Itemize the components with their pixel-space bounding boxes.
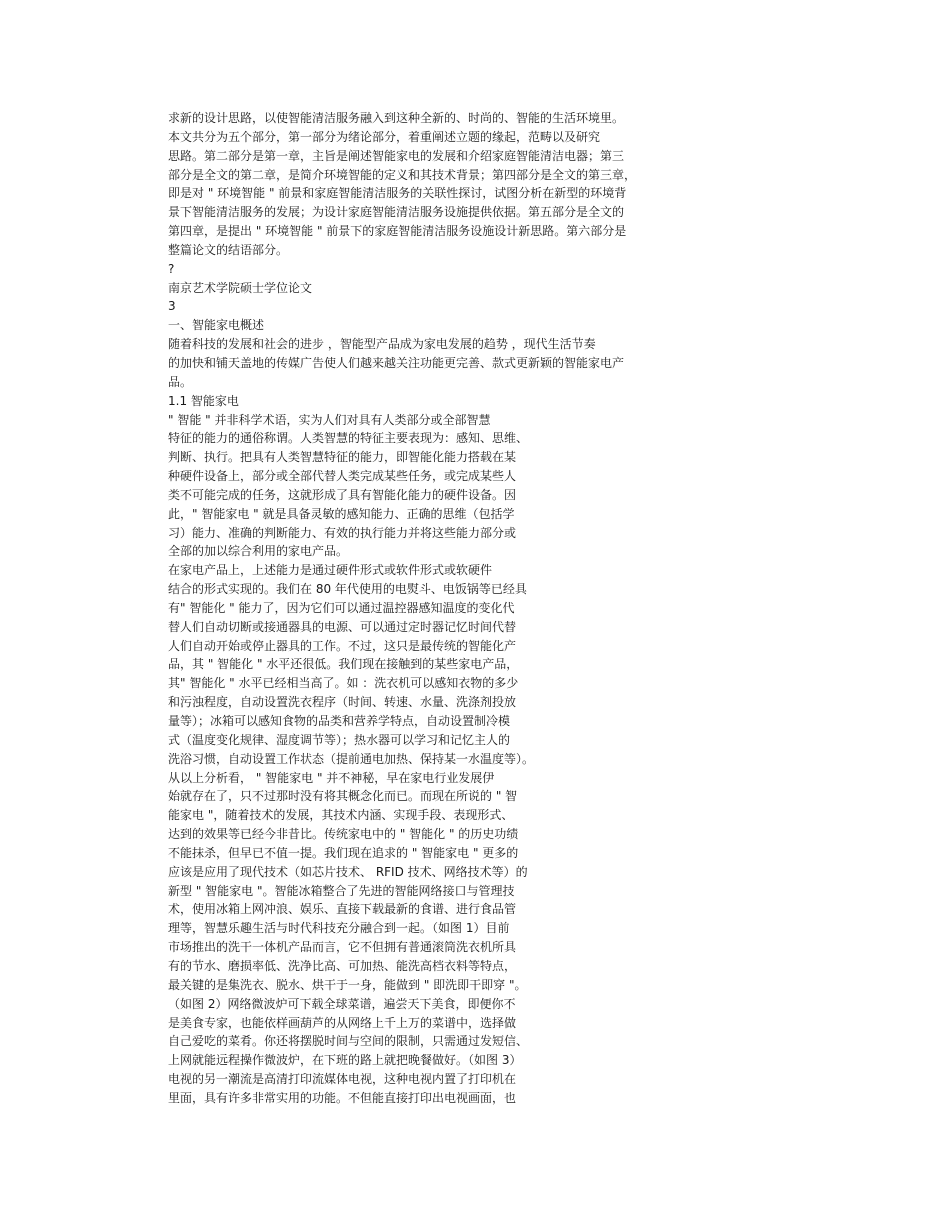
text-line: 的加快和铺天盖地的传媒广告使人们越来越关注功能更完善、款式更新颖的智能家电产 — [168, 355, 625, 370]
text-line: 和污浊程度，自动设置洗衣程序（时间、转速、水量、洗涤剂投放 — [168, 695, 517, 710]
text-line: 南京艺术学院硕士学位论文 — [168, 280, 313, 295]
text-line: 判断、执行。把具有人类智慧特征的能力，即智能化能力搭载在某 — [168, 450, 517, 465]
text-line: 全部的加以综合利用的家电产品。 — [168, 544, 349, 559]
text-line: 本文共分为五个部分，第一部分为绪论部分，着重阐述立题的缘起，范畴以及研究 — [168, 129, 601, 144]
text-line: 部分是全文的第二章，是简介环境智能的定义和其技术背景；第四部分是全文的第三章， — [168, 167, 637, 182]
text-line: 思路。第二部分是第一章，主旨是阐述智能家电的发展和介绍家庭智能清洁电器；第三 — [168, 148, 625, 163]
text-line: 此，" 智能家电 " 就是具备灵敏的感知能力、正确的思维（包括学 — [168, 506, 515, 521]
text-line: 能家电 "，随着技术的发展，其技术内涵、实现手段、表现形式、 — [168, 808, 514, 823]
text-line: 随着科技的发展和社会的进步 ，智能型产品成为家电发展的趋势 ，现代生活节奏 — [168, 337, 596, 352]
text-line: 不能抹杀，但早已不值一提。我们现在追求的 " 智能家电 " 更多的 — [168, 845, 519, 860]
text-line: 习）能力、准确的判断能力、有效的执行能力并将这些能力部分或 — [168, 525, 517, 540]
text-line: 理等，智慧乐趣生活与时代科技充分融合到一起。（如图 1）目前 — [168, 921, 510, 936]
body-text — [168, 109, 668, 1108]
text-line: 最关键的是集洗衣、脱水、烘干于一身，能做到 " 即洗即干即穿 "。 — [168, 977, 527, 992]
text-line: 始就存在了，只不过那时没有将其概念化而已。而现在所说的 " 智 — [168, 789, 518, 804]
text-line: 从以上分析看， " 智能家电 " 并不神秘，早在家电行业发展伊 — [168, 770, 495, 785]
text-line: 是美食专家，也能依样画葫芦的从网络上千上万的菜谱中，选择做 — [168, 1015, 517, 1030]
text-line: 电视的另一潮流是高清打印流媒体电视，这种电视内置了打印机在 — [168, 1072, 517, 1087]
text-line: 术，使用冰箱上网冲浪、娱乐、直接下载最新的食谱、进行食品管 — [168, 902, 517, 917]
text-line: 有的节水、磨损率低、洗净比高、可加热、能洗高档衣料等特点， — [168, 958, 517, 973]
text-line: " 智能 " 并非科学术语，实为人们对具有人类部分或全部智慧 — [168, 412, 491, 427]
text-line: 市场推出的洗干一体机产品而言，它不但拥有普通滚筒洗衣机所具 — [168, 940, 517, 955]
text-line: 种硬件设备上，部分或全部代替人类完成某些任务，或完成某些人 — [168, 469, 517, 484]
text-line: 品，其 " 智能化 " 水平还很低。我们现在接触到的某些家电产品， — [168, 657, 519, 672]
text-line: 洗浴习惯，自动设置工作状态（提前通电加热、保持某一水温度等）。 — [168, 751, 535, 766]
text-line: 新型 " 智能家电 "。智能冰箱整合了先进的智能网络接口与管理技 — [168, 883, 515, 898]
text-line: 即是对 " 环境智能 " 前景和家庭智能清洁服务的关联性探讨，试图分析在新型的环境背 — [168, 186, 627, 201]
text-line: 品。 — [168, 374, 193, 389]
text-line: 式（温度变化规律、湿度调节等）；热水器可以学习和记忆主人的 — [168, 732, 511, 747]
text-line: 自己爱吃的菜肴。你还将摆脱时间与空间的限制，只需通过发短信、 — [168, 1034, 529, 1049]
text-line: 3 — [168, 299, 176, 314]
text-line: 里面，具有许多非常实用的功能。不但能直接打印出电视画面，也 — [168, 1090, 517, 1105]
text-line: 替人们自动切断或接通器具的电源、可以通过定时器记忆时间代替 — [168, 619, 517, 634]
text-line: 类不可能完成的任务，这就形成了具有智能化能力的硬件设备。因 — [168, 487, 517, 502]
text-line: 其" 智能化 " 水平已经相当高了。如 ：洗衣机可以感知衣物的多少 — [168, 676, 519, 691]
text-line: 应该是应用了现代技术（如芯片技术、 RFID 技术、网络技术等）的 — [168, 864, 528, 879]
text-line: 有" 智能化 " 能力了，因为它们可以通过温控器感知温度的变化代 — [168, 600, 515, 615]
text-line: 特征的能力的通俗称谓。人类智慧的特征主要表现为：感知、思维、 — [168, 431, 529, 446]
text-line: 量等）；冰箱可以感知食物的品类和营养学特点，自动设置制冷模 — [168, 714, 511, 728]
text-line: （如图 2）网络微波炉可下载全球菜谱，遍尝天下美食，即便你不 — [168, 996, 516, 1011]
text-line: 人们自动开始或停止器具的工作。不过，这只是最传统的智能化产 — [168, 638, 517, 653]
text-line: 一、智能家电概述 — [168, 318, 265, 333]
text-line: 整篇论文的结语部分。 — [168, 242, 289, 257]
text-line: 在家电产品上，上述能力是通过硬件形式或软件形式或软硬件 — [168, 563, 493, 578]
text-line: 求新的设计思路，以使智能清洁服务融入到这种全新的、时尚的、智能的生活环境里。 — [168, 111, 625, 125]
text-line: 结合的形式实现的。我们在 80 年代使用的电熨斗、电饭锅等已经具 — [168, 582, 527, 597]
text-line: 景下智能清洁服务的发展；为设计家庭智能清洁服务设施提供依据。第五部分是全文的 — [168, 205, 625, 220]
text-line: 上网就能远程操作微波炉，在下班的路上就把晚餐做好。（如图 3） — [168, 1053, 522, 1068]
text-line: 1.1 智能家电 — [168, 393, 239, 408]
text-line: 第四章，是提出 " 环境智能 " 前景下的家庭智能清洁服务设施设计新思路。第六部分是 — [168, 224, 627, 239]
text-line: ? — [168, 261, 175, 276]
text-line: 达到的效果等已经今非昔比。传统家电中的 " 智能化 " 的历史功绩 — [168, 827, 519, 842]
